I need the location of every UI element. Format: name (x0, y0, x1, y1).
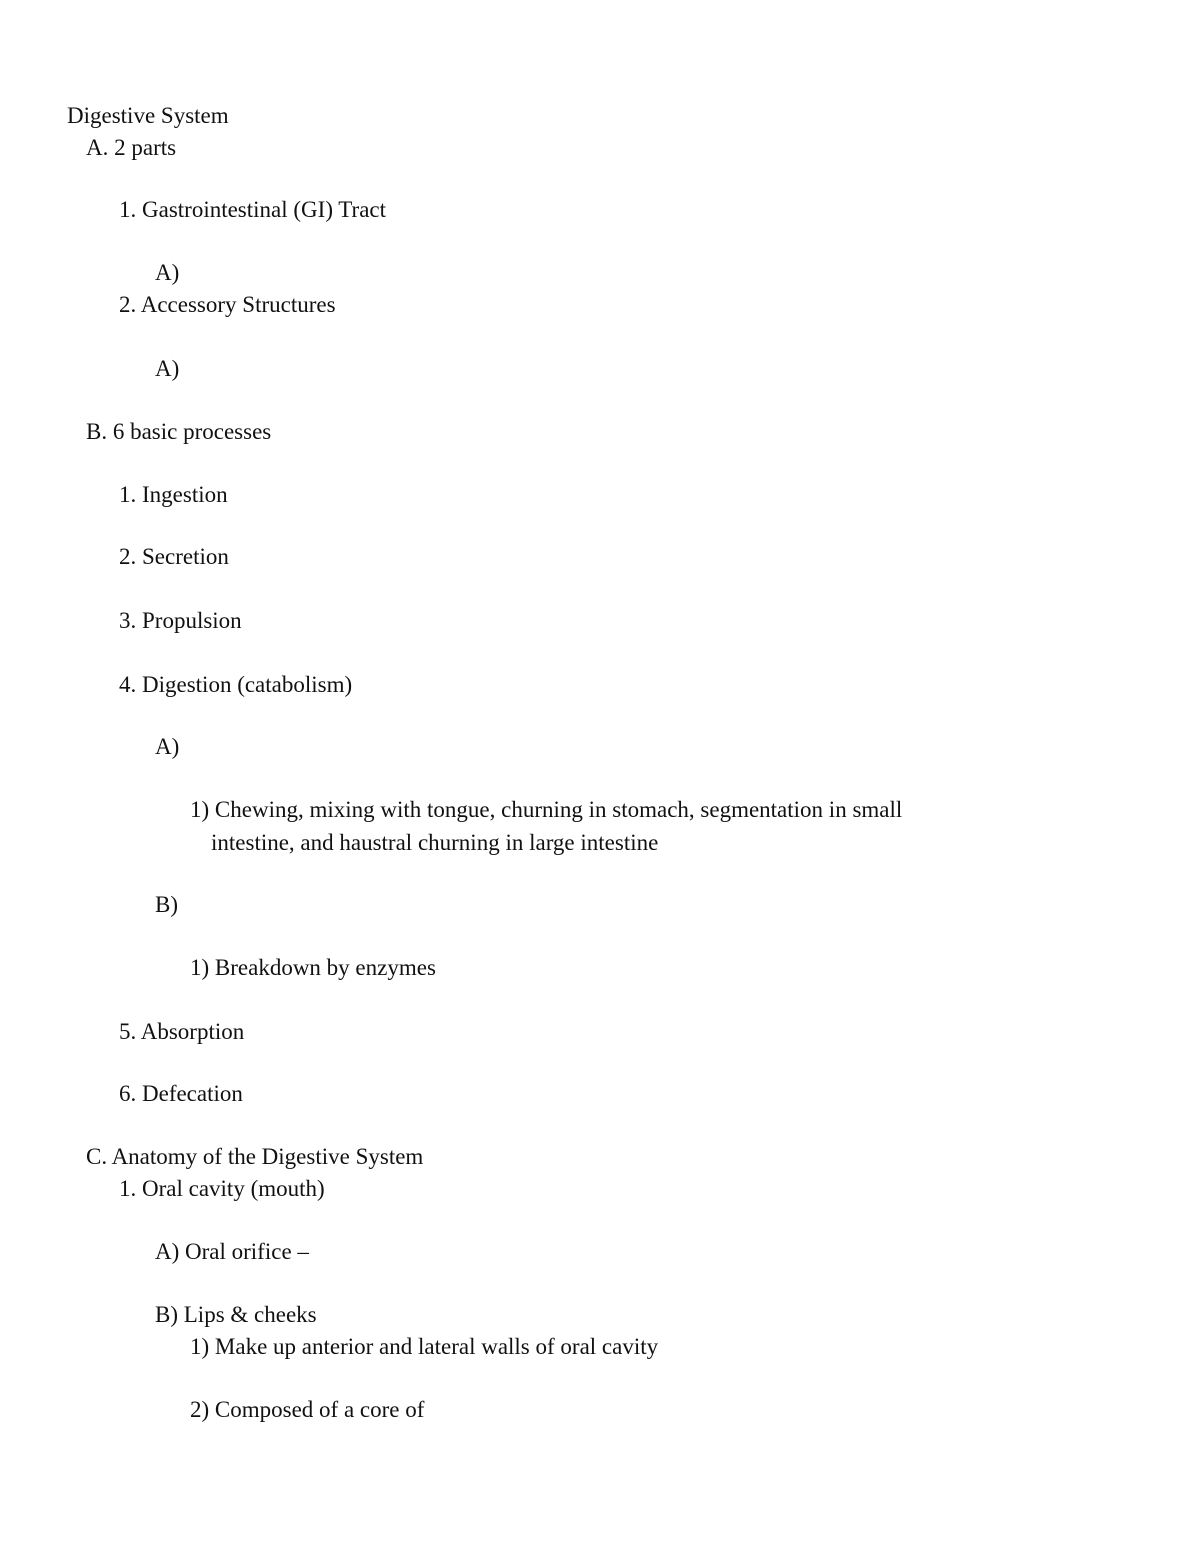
outline-item-absorption: 5. Absorption (119, 1019, 245, 1044)
outline-item-oral-cavity: 1. Oral cavity (mouth) (119, 1176, 325, 1201)
outline-subitem-digestion-b: B) (155, 892, 178, 917)
outline-point-mechanical-line1: 1) Chewing, mixing with tongue, churning in stomach, segmentation in small (190, 797, 903, 822)
outline-item-digestion: 4. Digestion (catabolism) (119, 672, 353, 697)
outline-point-walls: 1) Make up anterior and lateral walls of oral cavity (190, 1334, 659, 1359)
document-title: Digestive System (67, 103, 229, 128)
section-heading-c: C. Anatomy of the Digestive System (86, 1144, 424, 1169)
outline-subitem-gi-a: A) (155, 260, 180, 285)
outline-point-composed: 2) Composed of a core of (190, 1397, 425, 1422)
outline-item-propulsion: 3. Propulsion (119, 608, 242, 633)
outline-subitem-accessory-a: A) (155, 356, 180, 381)
section-heading-a: A. 2 parts (86, 135, 177, 160)
outline-subitem-lips-cheeks: B) Lips & cheeks (155, 1302, 317, 1327)
outline-subitem-digestion-a: A) (155, 734, 180, 759)
outline-subitem-oral-orifice: A) Oral orifice – (155, 1239, 309, 1264)
outline-item-defecation: 6. Defecation (119, 1081, 243, 1106)
outline-item-ingestion: 1. Ingestion (119, 482, 228, 507)
section-heading-b: B. 6 basic processes (86, 419, 272, 444)
outline-point-enzymes: 1) Breakdown by enzymes (190, 955, 436, 980)
outline-item-gi-tract: 1. Gastrointestinal (GI) Tract (119, 197, 387, 222)
outline-point-mechanical-line2: intestine, and haustral churning in large intestine (211, 830, 659, 855)
outline-item-secretion: 2. Secretion (119, 544, 229, 569)
outline-item-accessory-structures: 2. Accessory Structures (119, 292, 336, 317)
